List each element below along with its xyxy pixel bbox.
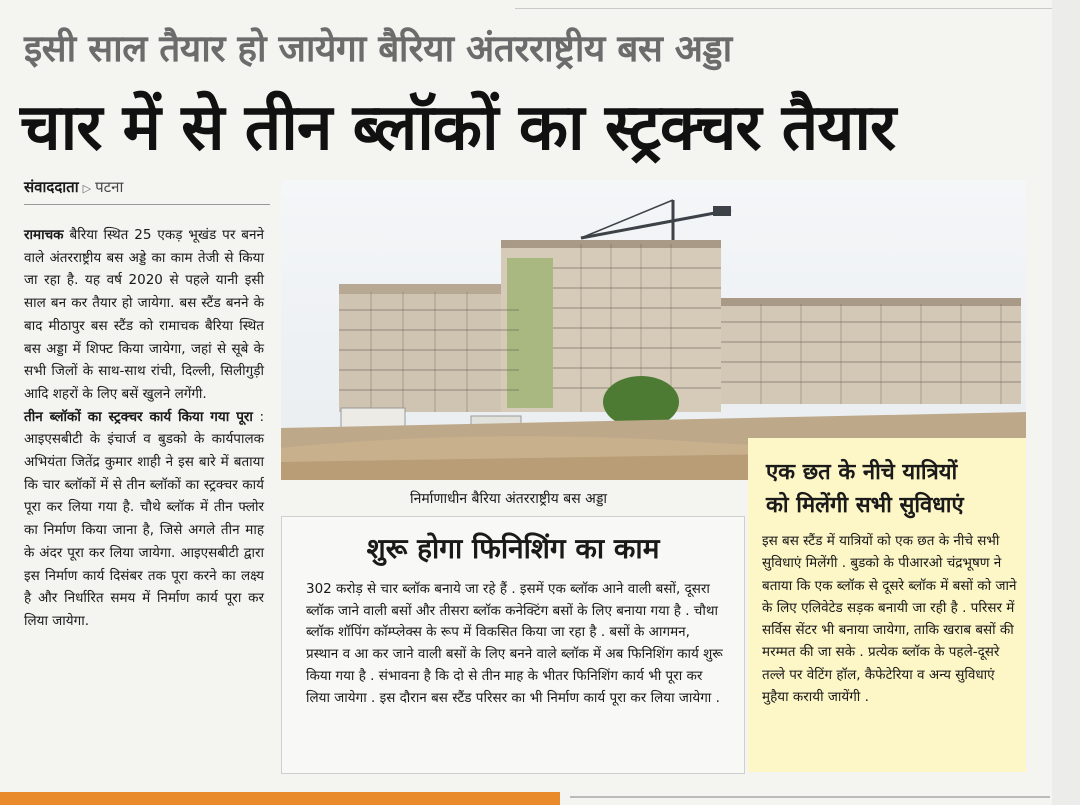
page-edge	[1052, 0, 1080, 805]
bottom-divider	[570, 796, 1050, 798]
byline-arrow-icon: ▷	[82, 182, 92, 195]
article-headline: चार में से तीन ब्लॉकों का स्ट्रक्चर तैयार	[20, 91, 896, 165]
finishing-work-box	[281, 516, 745, 774]
inline-subhead: तीन ब्लॉकों का स्ट्रक्चर कार्य किया गया पूरा	[24, 408, 253, 425]
byline-place: पटना	[95, 178, 124, 196]
next-article-color-bar	[0, 792, 560, 805]
paragraph-2-text: : आइएसबीटी के इंचार्ज व बुडको के कार्यपालक अभियंता जितेंद्र कुमार शाही ने इस बारे में बताया कि चार ब्लॉकों में से तीन ब्लॉकों का स्ट्रक्चर कार्य पूरा कर लिया गया है. चौथे ब्लॉक में तीन फ्लोर का निर्माण किया जाना है, जिसे अगले तीन माह के अंदर पूरा कर लिया जायेगा. आइएसबीटी द्वारा इस निर्माण कार्य दिसंबर तक पूरा करने का लक्ष्य है और निर्धारित समय में निर्माण कार्य पूरा कर लिया जायेगा.	[24, 408, 264, 629]
photo-caption: निर्माणाधीन बैरिया अंतरराष्ट्रीय बस अड्डा	[409, 491, 608, 507]
dateline: रामाचक	[24, 227, 64, 243]
sidebar-title	[766, 456, 1016, 522]
finishing-box-text: 302 करोड़ से चार ब्लॉक बनाये जा रहे हैं . इसमें एक ब्लॉक आने वाली बसों, दूसरा ब्लॉक जाने वाली बसों और तीसरा ब्लॉक कनेक्टिंग बसों के लिए बनाया गया है . चौथा ब्लॉक शॉपिंग कॉम्प्लेक्स के रूप में विकसित किया जा रहा है . बसों के आगमन, प्रस्थान व आ कर जाने वाली बसों के लिए बनने वाले ब्लॉक में अब फिनिशिंग कार्य शुरू किया गया है . संभावना है कि दो से तीन माह के भीतर फिनिशिंग कार्य भी पूरा कर लिया जायेगा . इस दौरान बस स्टैंड परिसर का भी निर्माण कार्य पूरा कर लिया जायेगा .	[306, 581, 723, 706]
body-paragraph-2	[24, 406, 264, 633]
previous-article-cutoff	[515, 0, 1080, 9]
article-kicker: इसी साल तैयार हो जायेगा बैरिया अंतरराष्ट्रीय बस अड्डा	[24, 27, 732, 70]
article-body-left	[24, 224, 264, 633]
byline-divider	[24, 204, 270, 205]
bus-terminal-construction-illustration	[281, 180, 1026, 480]
body-paragraph-1	[24, 224, 264, 406]
construction-photo	[281, 180, 1026, 480]
sidebar-title-line-1: एक छत के नीचे यात्रियों	[766, 460, 958, 485]
sidebar-title-line-2: को मिलेंगी सभी सुविधाएं	[766, 493, 964, 518]
paragraph-1-text: बैरिया स्थित 25 एकड़ भूखंड पर बनने वाले अंतरराष्ट्रीय बस अड्डे का काम तेजी से किया जा रहा है. यह वर्ष 2020 से पहले यानी इसी साल बन कर तैयार हो जायेगा. बस स्टैंड बनने के बाद मीठापुर बस स्टैंड को रामाचक बैरिया स्थित बस अड्डा में शिफ्ट किया जायेगा, जहां से सूबे के सभी जिलों के साथ-साथ रांची, दिल्ली, सिलीगुड़ी आदि शहरों के लिए बसें खुलने लगेंगी.	[24, 227, 264, 402]
sidebar-text: इस बस स्टैंड में यात्रियों को एक छत के नीचे सभी सुविधाएं मिलेंगी . बुडको के पीआरओ चंद्रभूषण ने बताया कि एक ब्लॉक से दूसरे ब्लॉक में बसों को जाने के लिए एलिवेटेड सड़क बनायी जा रही है . परिसर में सर्विस सेंटर भी बनाया जायेगा, ताकि खराब बसों की मरम्मत की जा सके . प्रत्येक ब्लॉक के पहले-दूसरे तल्ले पर वेटिंग हॉल, कैफेटेरिया व अन्य सुविधाएं मुहैया करायी जायेंगी .	[762, 533, 1017, 706]
byline	[24, 176, 123, 200]
finishing-box-title: शुरू होगा फिनिशिंग का काम	[366, 532, 660, 565]
block-left	[339, 284, 519, 412]
block-right	[721, 298, 1021, 404]
facilities-sidebar	[748, 438, 1026, 772]
byline-reporter: संवाददाता	[24, 178, 79, 196]
